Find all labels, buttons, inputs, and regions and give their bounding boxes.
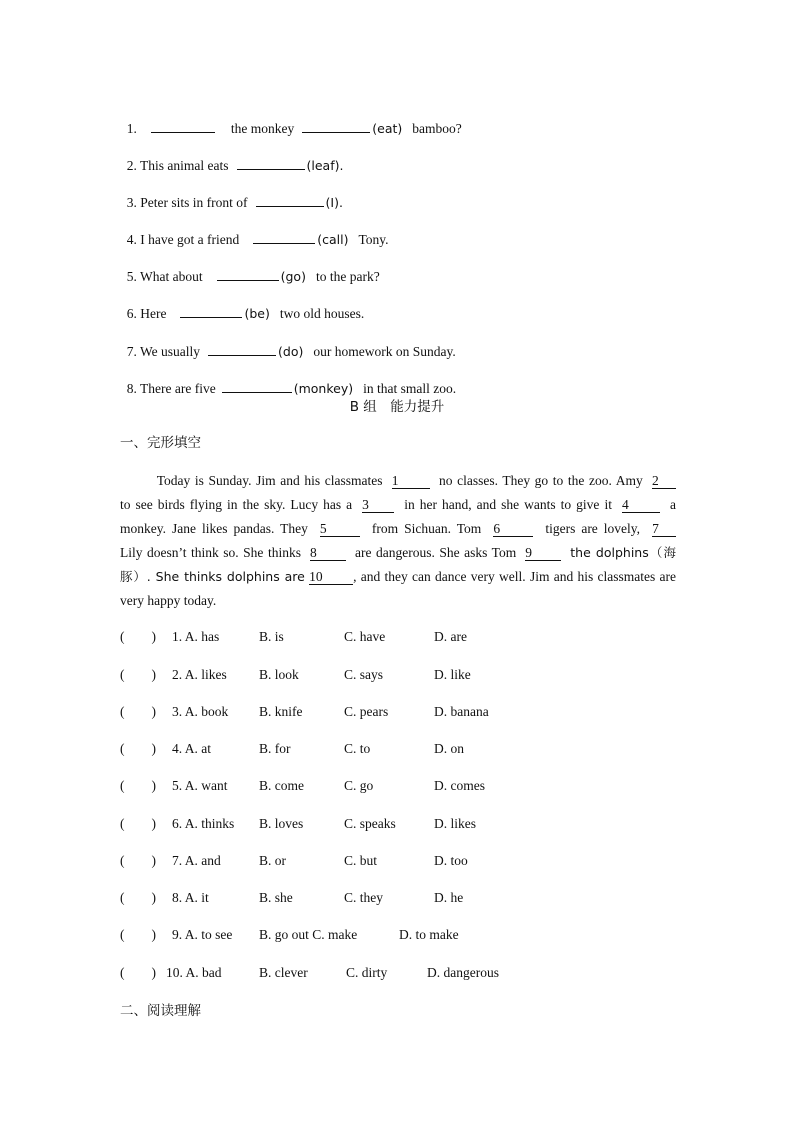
item-text: We usually: [140, 344, 201, 359]
option-d: D. banana: [434, 704, 489, 719]
answer-paren[interactable]: ( ): [120, 704, 156, 719]
answer-paren[interactable]: ( ): [120, 965, 156, 980]
option-a: 8. A. it: [172, 890, 209, 905]
passage-text: tigers are lovely,: [545, 521, 641, 536]
answer-blank[interactable]: [302, 118, 370, 133]
passage-text: 豚）. She thinks dolphins are: [120, 569, 305, 584]
option-b: B. for: [259, 741, 291, 756]
exercise-item-7: [120, 323, 456, 361]
answer-paren[interactable]: ( ): [120, 629, 156, 644]
option-a: 5. A. want: [172, 778, 228, 793]
passage-text: Today is Sunday. Jim and his classmates: [156, 473, 383, 488]
item-hint: (be): [244, 306, 270, 321]
item-text: What about: [140, 269, 203, 284]
blank-6[interactable]: 6: [493, 521, 533, 537]
answer-paren[interactable]: ( ): [120, 778, 156, 793]
item-number: 3.: [126, 195, 137, 210]
answer-paren[interactable]: ( ): [120, 667, 156, 682]
option-a: 1. A. has: [172, 629, 220, 644]
option-b: B. clever: [259, 965, 308, 980]
passage-line-1: [120, 472, 676, 490]
passage-text: a: [670, 497, 677, 512]
exercise-item-8: [120, 360, 456, 398]
blank-9[interactable]: 9: [525, 545, 561, 561]
option-d: D. to make: [399, 927, 459, 942]
option-a: 2. A. likes: [172, 667, 227, 682]
option-d: D. he: [434, 890, 464, 905]
option-c: C. to: [344, 741, 371, 756]
blank-5[interactable]: 5: [320, 521, 360, 537]
blank-7[interactable]: 7: [652, 521, 676, 537]
option-d: D. are: [434, 629, 467, 644]
option-b: B. come: [259, 778, 304, 793]
item-text: the monkey: [230, 121, 295, 136]
option-a: 6. A. thinks: [172, 816, 235, 831]
item-text: There are five: [140, 381, 216, 396]
option-d: D. on: [434, 741, 464, 756]
passage-line-4: [120, 544, 676, 562]
passage-line-6: [120, 592, 676, 610]
item-number: 5.: [126, 269, 137, 284]
item-text: two old houses.: [279, 306, 365, 321]
option-d: D. too: [434, 853, 468, 868]
section-reading-heading: 二、阅读理解: [120, 1003, 201, 1019]
passage-text: monkey. Jane likes pandas. They: [120, 521, 308, 536]
item-text: Here: [140, 306, 167, 321]
passage-text: Lily doesn’t think so. She thinks: [120, 545, 301, 560]
item-hint: (go): [280, 269, 306, 284]
blank-10[interactable]: 10: [309, 569, 353, 585]
exercise-item-2: [120, 137, 343, 175]
answer-blank[interactable]: [208, 341, 276, 356]
item-hint: (monkey): [293, 381, 354, 396]
option-a: 10. A. bad: [166, 965, 222, 980]
passage-text: are dangerous. She asks Tom: [355, 545, 517, 560]
answer-blank[interactable]: [217, 266, 279, 281]
answer-blank[interactable]: [222, 378, 292, 393]
option-c: C. dirty: [346, 965, 388, 980]
passage-line-2: [120, 496, 676, 514]
option-b: B. loves: [259, 816, 304, 831]
item-text: Tony.: [358, 232, 389, 247]
item-number: 1.: [126, 121, 137, 136]
passage-line-5: [120, 568, 676, 586]
answer-paren[interactable]: ( ): [120, 741, 156, 756]
option-c: C. says: [344, 667, 384, 682]
item-hint: (I).: [325, 195, 343, 210]
exercise-item-3: [120, 174, 343, 212]
item-number: 8.: [126, 381, 137, 396]
answer-paren[interactable]: ( ): [120, 816, 156, 831]
option-c: C. go: [344, 778, 374, 793]
item-text: This animal eats: [140, 158, 229, 173]
item-text: bamboo?: [412, 121, 462, 136]
answer-blank[interactable]: [180, 303, 242, 318]
blank-8[interactable]: 8: [310, 545, 346, 561]
option-a: 4. A. at: [172, 741, 211, 756]
answer-blank[interactable]: [237, 155, 305, 170]
answer-paren[interactable]: ( ): [120, 890, 156, 905]
option-c: C. have: [344, 629, 386, 644]
answer-blank[interactable]: [151, 118, 215, 133]
item-number: 4.: [126, 232, 137, 247]
exercise-item-6: [120, 285, 364, 323]
option-b: B. go out C. make: [259, 927, 358, 942]
option-d: D. dangerous: [427, 965, 499, 980]
group-b-title: B 组 能力提升: [349, 399, 445, 415]
option-b: B. she: [259, 890, 293, 905]
item-text: our homework on Sunday.: [313, 344, 456, 359]
option-b: B. or: [259, 853, 286, 868]
option-d: D. like: [434, 667, 471, 682]
answer-paren[interactable]: ( ): [120, 853, 156, 868]
passage-text: in her hand, and she wants to give it: [404, 497, 612, 512]
item-text: I have got a friend: [140, 232, 240, 247]
option-b: B. look: [259, 667, 299, 682]
item-text: Peter sits in front of: [140, 195, 248, 210]
exercise-item-5: [120, 248, 380, 286]
item-hint: (eat): [372, 121, 403, 136]
answer-blank[interactable]: [253, 229, 315, 244]
item-number: 2.: [126, 158, 137, 173]
item-hint: (call): [317, 232, 349, 247]
section-cloze-heading: 一、完形填空: [120, 435, 201, 451]
passage-text: to see birds flying in the sky. Lucy has a: [120, 497, 353, 512]
option-c: C. they: [344, 890, 383, 905]
option-c: C. speaks: [344, 816, 396, 831]
answer-blank[interactable]: [256, 192, 324, 207]
item-text: in that small zoo.: [363, 381, 457, 396]
blank-3[interactable]: 3: [362, 497, 394, 513]
item-hint: (do): [278, 344, 304, 359]
item-text: to the park?: [315, 269, 380, 284]
answer-paren[interactable]: ( ): [120, 927, 156, 942]
option-d: D. likes: [434, 816, 476, 831]
passage-text: no classes. They go to the zoo. Amy: [438, 473, 643, 488]
blank-1[interactable]: 1: [392, 473, 430, 489]
option-b: B. knife: [259, 704, 303, 719]
passage-text: from Sichuan. Tom: [371, 521, 482, 536]
passage-text: very happy today.: [120, 593, 217, 608]
option-a: 3. A. book: [172, 704, 229, 719]
passage-text: , and they can dance very well. Jim and his classmates are: [353, 569, 677, 584]
option-d: D. comes: [434, 778, 485, 793]
option-b: B. is: [259, 629, 284, 644]
option-a: 9. A. to see: [172, 927, 233, 942]
blank-4[interactable]: 4: [622, 497, 660, 513]
blank-2[interactable]: 2: [652, 473, 676, 489]
passage-line-3: [120, 520, 676, 538]
passage-text: the dolphins（海: [570, 545, 677, 560]
exercise-item-1: [120, 100, 462, 138]
exercise-item-4: [120, 211, 389, 249]
option-c: C. pears: [344, 704, 389, 719]
item-number: 7.: [126, 344, 137, 359]
item-number: 6.: [126, 306, 137, 321]
option-a: 7. A. and: [172, 853, 221, 868]
option-c: C. but: [344, 853, 378, 868]
item-hint: (leaf).: [306, 158, 344, 173]
